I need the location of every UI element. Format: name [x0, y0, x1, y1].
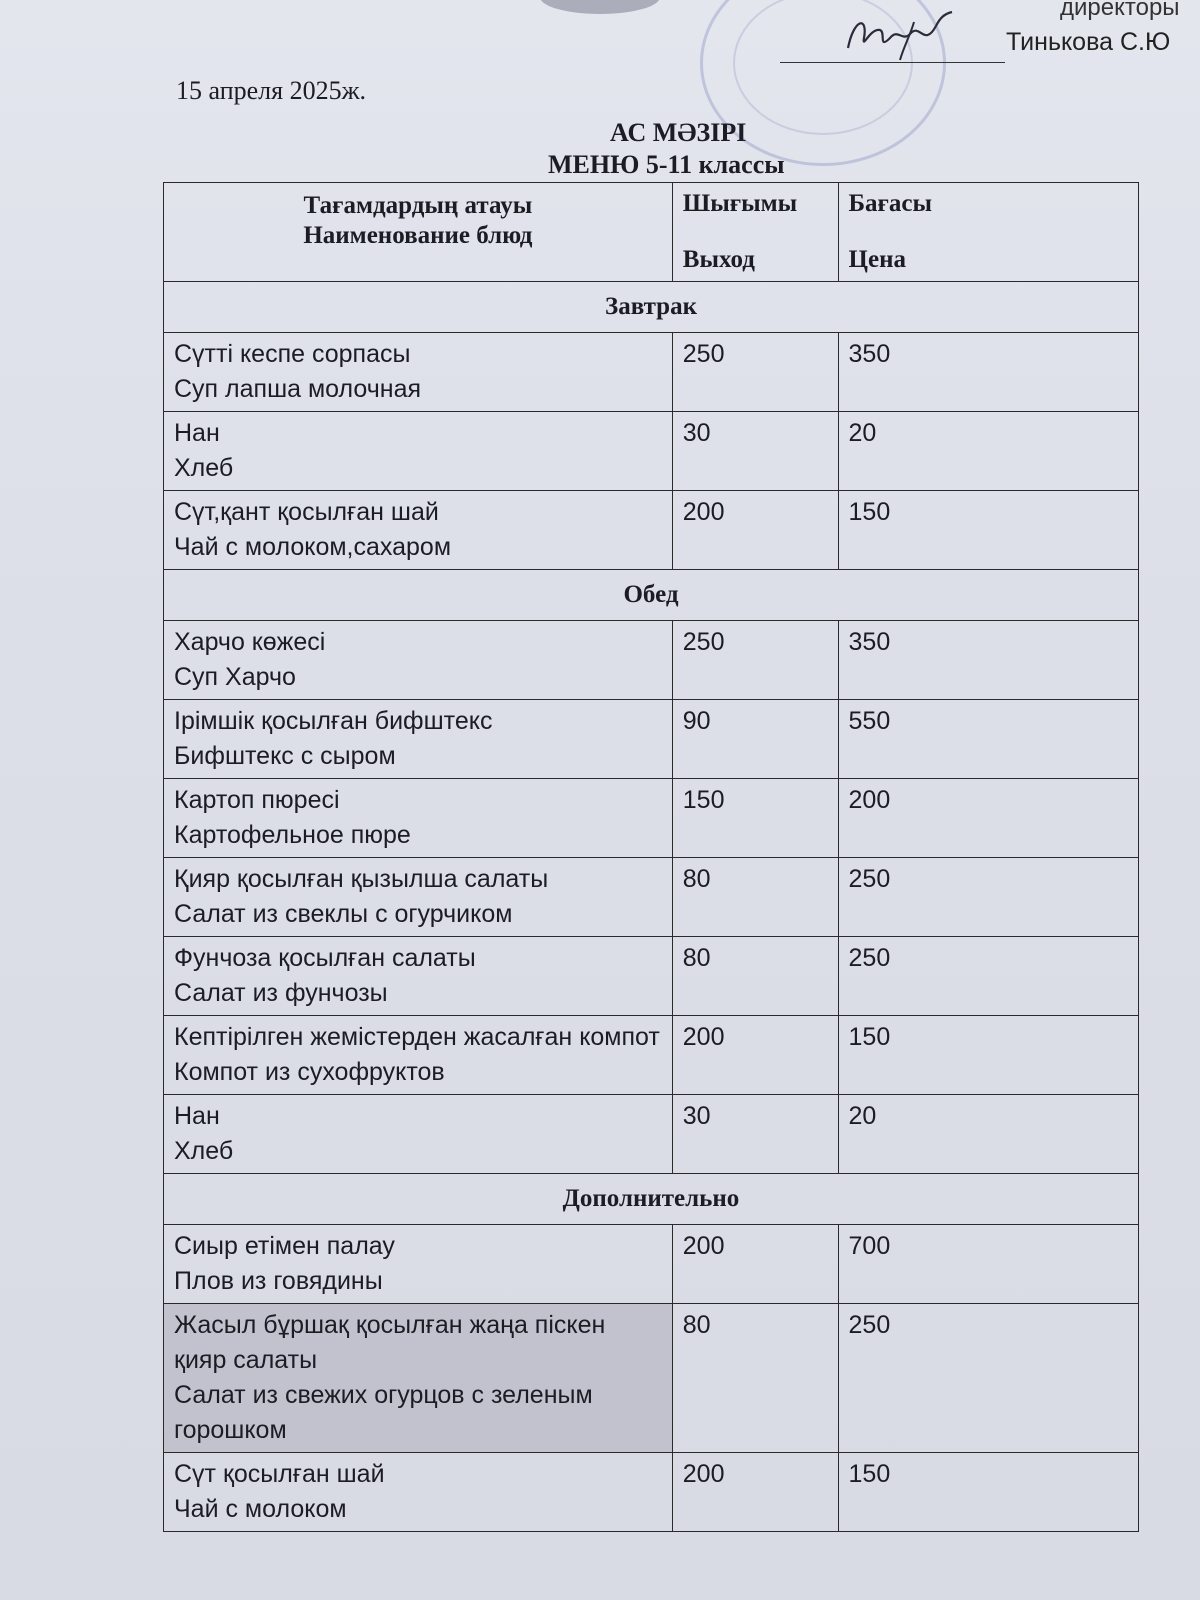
dish-name-ru: Компот из сухофруктов — [174, 1058, 445, 1086]
dish-name-kz: Кептірілген жемістерден жасалған компот — [174, 1023, 660, 1051]
dish-output: 250 — [672, 333, 838, 412]
dish-name-kz: Қияр қосылған қызылша салаты — [174, 865, 549, 893]
dish-output: 250 — [672, 621, 838, 700]
dish-price: 250 — [838, 1304, 1138, 1453]
column-header-name — [164, 183, 673, 282]
dish-name-cell — [164, 700, 673, 779]
section-title: Обед — [164, 570, 1139, 621]
dish-name-ru: Салат из свеклы с огурчиком — [174, 900, 513, 928]
dish-name-cell — [164, 1453, 673, 1532]
director-title: директоры — [1060, 0, 1180, 21]
dish-price: 550 — [838, 700, 1138, 779]
dish-price: 200 — [838, 779, 1138, 858]
dish-name-cell — [164, 1095, 673, 1174]
section-title: Завтрак — [164, 282, 1139, 333]
dish-price: 250 — [838, 858, 1138, 937]
dish-name-kz: Сиыр етімен палау — [174, 1232, 395, 1260]
director-name: Тинькова С.Ю — [1006, 28, 1171, 56]
table-row — [164, 491, 1139, 570]
dish-name-kz: Жасыл бұршақ қосылған жаңа піскен қияр салаты — [174, 1311, 606, 1374]
dish-name-ru: Чай с молоком — [174, 1495, 347, 1523]
dish-output: 80 — [672, 937, 838, 1016]
section-row — [164, 282, 1139, 333]
table-row — [164, 937, 1139, 1016]
paper-shadow — [540, 0, 660, 14]
dish-name-ru: Хлеб — [174, 1137, 234, 1165]
table-row — [164, 1304, 1139, 1453]
dish-name-ru: Салат из свежих огурцов с зеленым горошком — [174, 1381, 593, 1444]
dish-output: 30 — [672, 1095, 838, 1174]
dish-output: 80 — [672, 858, 838, 937]
dish-name-kz: Ірімшік қосылған бифштекс — [174, 707, 493, 735]
column-header-output-ru: Выход — [682, 246, 755, 273]
column-header-price — [838, 183, 1138, 282]
table-row — [164, 779, 1139, 858]
dish-name-kz: Сүт,қант қосылған шай — [174, 498, 439, 526]
table-row — [164, 412, 1139, 491]
table-row — [164, 1016, 1139, 1095]
dish-price: 350 — [838, 333, 1138, 412]
dish-price: 700 — [838, 1225, 1138, 1304]
dish-price: 20 — [838, 412, 1138, 491]
table-row — [164, 333, 1139, 412]
signature-line — [780, 62, 1005, 63]
column-header-name-ru: Наименование блюд — [303, 222, 533, 249]
dish-name-kz: Сүтті кеспе сорпасы — [174, 340, 411, 368]
dish-price: 150 — [838, 1016, 1138, 1095]
column-header-output-kz: Шығымы — [682, 190, 798, 217]
dish-name-kz: Нан — [174, 419, 220, 447]
dish-output: 150 — [672, 779, 838, 858]
dish-output: 200 — [672, 1225, 838, 1304]
menu-table-body — [164, 183, 1139, 1532]
dish-name-kz: Сүт қосылған шай — [174, 1460, 385, 1488]
dish-output: 30 — [672, 412, 838, 491]
dish-price: 150 — [838, 1453, 1138, 1532]
dish-name-ru: Хлеб — [174, 454, 234, 482]
dish-output: 200 — [672, 491, 838, 570]
dish-name-cell — [164, 937, 673, 1016]
table-row — [164, 700, 1139, 779]
dish-name-cell — [164, 412, 673, 491]
menu-title-kz: АС МӘЗІРІ — [610, 118, 747, 147]
dish-name-ru: Салат из фунчозы — [174, 979, 388, 1007]
dish-name-cell — [164, 621, 673, 700]
dish-name-cell — [164, 1304, 673, 1453]
dish-name-ru: Бифштекс с сыром — [174, 742, 396, 770]
dish-name-cell — [164, 333, 673, 412]
dish-price: 20 — [838, 1095, 1138, 1174]
dish-name-kz: Харчо көжесі — [174, 628, 326, 656]
dish-output: 90 — [672, 700, 838, 779]
dish-name-ru: Чай с молоком,сахаром — [174, 533, 452, 561]
dish-name-cell — [164, 1016, 673, 1095]
dish-output: 200 — [672, 1453, 838, 1532]
section-row — [164, 570, 1139, 621]
dish-name-cell — [164, 779, 673, 858]
dish-output: 80 — [672, 1304, 838, 1453]
dish-name-kz: Картоп пюресі — [174, 786, 340, 814]
dish-name-ru: Суп лапша молочная — [174, 375, 422, 403]
column-header-name-kz: Тағамдардың атауы — [303, 192, 533, 219]
dish-price: 150 — [838, 491, 1138, 570]
dish-name-ru: Картофельное пюре — [174, 821, 411, 849]
column-header-output — [672, 183, 838, 282]
dish-name-ru: Плов из говядины — [174, 1267, 383, 1295]
section-row — [164, 1174, 1139, 1225]
dish-name-kz: Фунчоза қосылған салаты — [174, 944, 476, 972]
column-header-price-kz: Бағасы — [848, 190, 933, 217]
table-row — [164, 1095, 1139, 1174]
menu-table — [163, 182, 1139, 1532]
table-row — [164, 1225, 1139, 1304]
table-row — [164, 858, 1139, 937]
dish-name-cell — [164, 491, 673, 570]
dish-price: 350 — [838, 621, 1138, 700]
dish-output: 200 — [672, 1016, 838, 1095]
column-header-price-ru: Цена — [848, 246, 906, 273]
table-header-row — [164, 183, 1139, 282]
dish-price: 250 — [838, 937, 1138, 1016]
director-signature — [840, 8, 960, 64]
table-row — [164, 1453, 1139, 1532]
menu-date: 15 апреля 2025ж. — [176, 76, 367, 105]
dish-name-cell — [164, 858, 673, 937]
dish-name-ru: Суп Харчо — [174, 663, 296, 691]
section-title: Дополнительно — [164, 1174, 1139, 1225]
menu-title-ru: МЕНЮ 5-11 классы — [548, 150, 785, 179]
dish-name-cell — [164, 1225, 673, 1304]
table-row — [164, 621, 1139, 700]
dish-name-kz: Нан — [174, 1102, 220, 1130]
